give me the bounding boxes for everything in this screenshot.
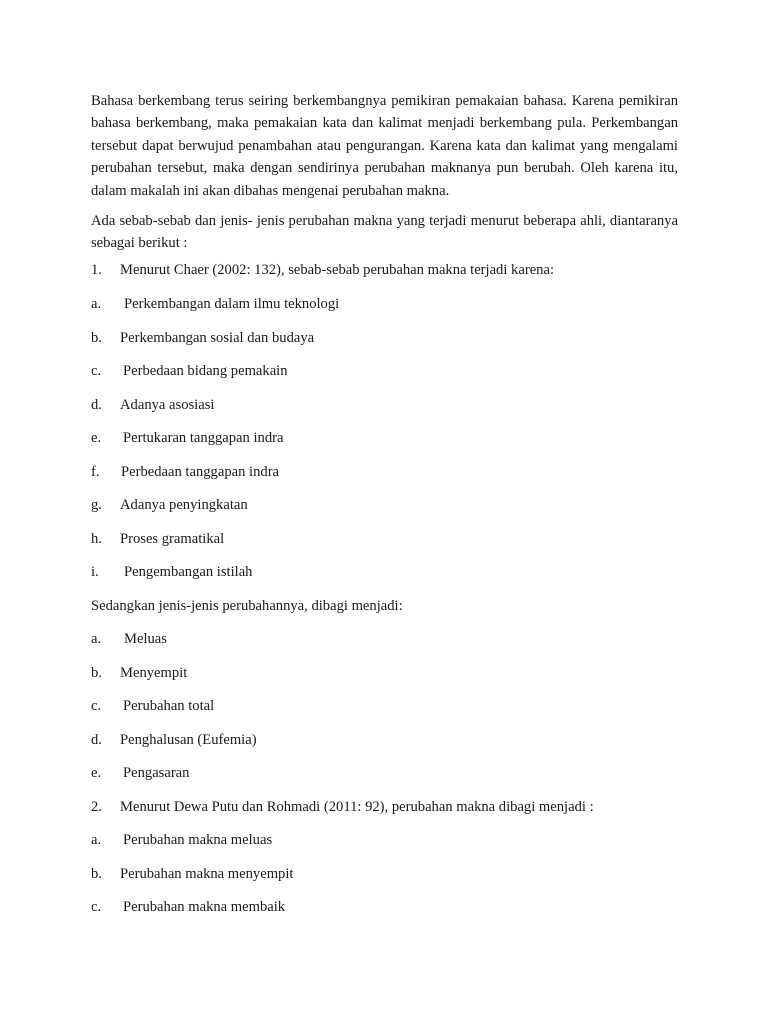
list-marker: a. — [91, 296, 102, 312]
list-item — [91, 293, 678, 315]
list-item — [91, 561, 678, 583]
list-item-text: Menyempit — [120, 665, 188, 681]
section-1-heading-text: Menurut Chaer (2002: 132), sebab-sebab perubahan makna terjadi karena: — [120, 262, 555, 278]
list-marker: f. — [91, 464, 100, 480]
list-marker: e. — [91, 430, 102, 446]
list-item-text: Perkembangan sosial dan budaya — [120, 330, 315, 346]
section-1-heading — [91, 259, 678, 281]
list-item-text: Perbedaan bidang pemakain — [123, 363, 288, 379]
list-marker: d. — [91, 732, 102, 748]
list-item — [91, 394, 678, 416]
list-item-text: Pengasaran — [123, 765, 190, 781]
list-marker: b. — [91, 665, 102, 681]
list-item — [91, 695, 678, 717]
list-item — [91, 461, 678, 483]
intro-paragraph-1: Bahasa berkembang terus seiring berkembangnya pemikiran pemakaian bahasa. Karena pemikiran bahasa berkembang, maka pemakaian kata dan kalimat menjadi berkembang pula. Perkembangan tersebut dapat berwujud penambahan atau pengurangan. Karena kata dan kalimat yang mengalami perubahan tersebut, maka dengan sendirinya perubahan maknanya pun berubah. Oleh karena itu, dalam makalah ini akan dibahas mengenai perubahan makna. — [91, 93, 678, 199]
list-item — [91, 628, 678, 650]
list-item-text: Perkembangan dalam ilmu teknologi — [124, 296, 340, 312]
section-2-heading-text: Menurut Dewa Putu dan Rohmadi (2011: 92), perubahan makna dibagi menjadi : — [120, 799, 594, 815]
list-item-text: Pertukaran tanggapan indra — [123, 430, 284, 446]
list-item-text: Meluas — [124, 631, 167, 647]
list-marker: a. — [91, 631, 102, 647]
list-item — [91, 896, 678, 918]
list-item — [91, 494, 678, 516]
list-marker: a. — [91, 832, 102, 848]
list-item — [91, 829, 678, 851]
list-marker: c. — [91, 698, 102, 714]
section-2-heading — [91, 796, 678, 818]
list-item-text: Proses gramatikal — [120, 531, 225, 547]
list-marker: 2. — [91, 799, 102, 815]
list-item — [91, 528, 678, 550]
list-marker: 1. — [91, 262, 102, 278]
intro-section — [91, 90, 678, 255]
list-marker: b. — [91, 866, 102, 882]
list-item-text: Pengembangan istilah — [124, 564, 253, 580]
list-item — [91, 427, 678, 449]
list-marker: e. — [91, 765, 102, 781]
list-item — [91, 662, 678, 684]
list-marker: i. — [91, 564, 99, 580]
list-item-text: Adanya asosiasi — [120, 397, 215, 413]
list-marker: c. — [91, 899, 102, 915]
list-item — [91, 360, 678, 382]
list-item — [91, 327, 678, 349]
types-heading: Sedangkan jenis-jenis perubahannya, dibagi menjadi: — [91, 598, 403, 614]
intro-paragraph-2: Ada sebab-sebab dan jenis- jenis perubahan makna yang terjadi menurut beberapa ahli, diantaranya sebagai berikut : — [91, 213, 678, 252]
list-marker: h. — [91, 531, 102, 547]
list-item — [91, 863, 678, 885]
list-item-text: Perubahan makna meluas — [123, 832, 273, 848]
list-item — [91, 762, 678, 784]
list-marker: d. — [91, 397, 102, 413]
list-item-text: Perbedaan tanggapan indra — [121, 464, 280, 480]
list-item — [91, 729, 678, 751]
list-item-text: Penghalusan (Eufemia) — [120, 732, 257, 748]
list-item-text: Perubahan makna menyempit — [120, 866, 294, 882]
list-marker: b. — [91, 330, 102, 346]
list-item-text: Perubahan makna membaik — [123, 899, 286, 915]
list-marker: g. — [91, 497, 102, 513]
list-marker: c. — [91, 363, 102, 379]
list-item-text: Adanya penyingkatan — [120, 497, 248, 513]
list-item-text: Perubahan total — [123, 698, 215, 714]
